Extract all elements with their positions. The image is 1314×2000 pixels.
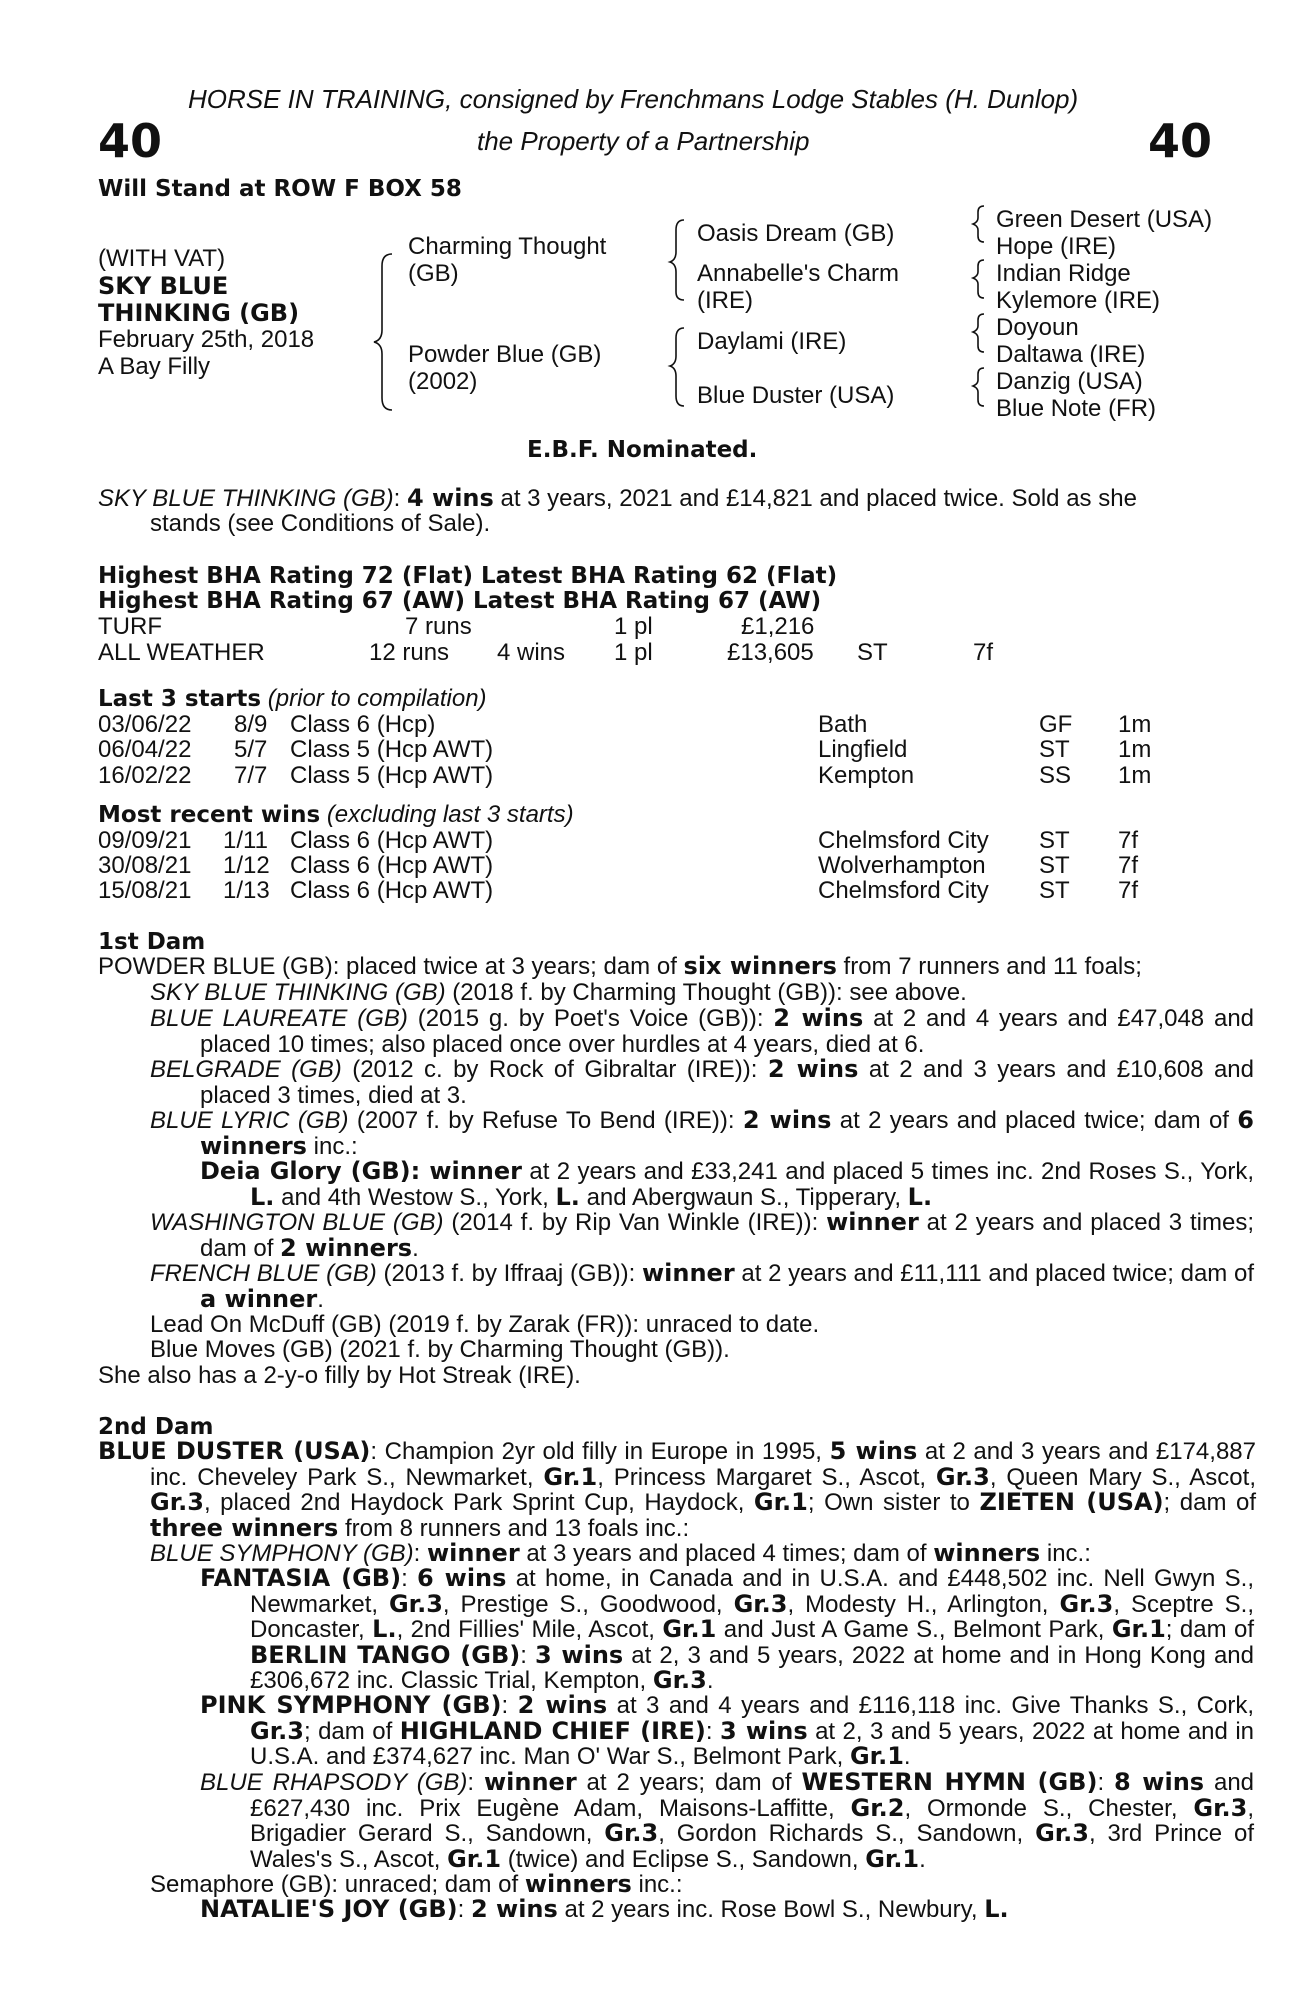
text: , Brigadier Gerard S., Sandown,: [250, 1794, 1255, 1847]
text: (2007 f. by Refuse To Bend (IRE)):: [348, 1107, 743, 1134]
second-dam-heading: 2nd Dam: [98, 1414, 214, 1440]
text: :: [457, 1896, 471, 1923]
text: from 8 runners and 13 foals inc.:: [338, 1514, 690, 1542]
record-money: £1,216: [741, 613, 815, 640]
wins: 2 wins: [742, 1106, 832, 1134]
text: ; dam of: [303, 1717, 400, 1745]
winner: winner: [483, 1768, 577, 1796]
grade: Gr.3: [733, 1589, 788, 1618]
grade: Gr.3: [935, 1462, 990, 1491]
text: ; dam of: [1165, 1616, 1254, 1643]
winners-count: winners: [524, 1870, 632, 1898]
sdd: Kylemore (IRE): [996, 287, 1161, 314]
summary-wins: 4 wins: [406, 484, 494, 512]
produce-blue-laureate: [150, 1006, 1254, 1057]
produce-name: NATALIE'S JOY (GB): [200, 1895, 458, 1923]
grand-produce-blue-rhapsody: [200, 1770, 1254, 1872]
record-dist: 7f: [973, 639, 994, 666]
record-money: £13,605: [727, 639, 814, 666]
text: :: [1097, 1769, 1115, 1796]
text: , Ormonde S., Chester,: [904, 1794, 1194, 1822]
listed: L.: [372, 1615, 397, 1643]
text: :: [705, 1717, 720, 1745]
run-course: Bath: [818, 711, 868, 738]
sds: Indian Ridge: [996, 260, 1131, 287]
run-going: ST: [1039, 736, 1070, 763]
text: :: [410, 1157, 430, 1185]
wins: 5 wins: [829, 1437, 918, 1465]
text: at 2 years and £33,241 and placed 5 times inc. 2nd Roses S., York,: [522, 1158, 1255, 1185]
winners-count: 6 winners: [200, 1106, 1254, 1160]
wins-title: Most recent wins: [98, 802, 321, 828]
grade: Gr.2: [850, 1793, 905, 1822]
wins: 3 wins: [534, 1640, 624, 1669]
run-pos: 5/7: [234, 736, 268, 763]
listed: L.: [984, 1895, 1009, 1923]
produce-name: WASHINGTON BLUE (GB): [150, 1209, 444, 1236]
text: at 2 and 3 years and £174,887 inc. Cheveley Park S., Newmarket,: [150, 1438, 1256, 1491]
wins: 2 wins: [767, 1055, 859, 1083]
lot-number-right: 40: [1148, 114, 1213, 168]
produce-french-blue: [150, 1261, 1254, 1312]
win-pos: 1/12: [223, 852, 270, 879]
horse-name-line2: THINKING (GB): [98, 299, 300, 327]
text: at 2 and 4 years and £47,048 and placed 10 times; also placed once over hurdles at 4 years, died at 6.: [200, 1005, 1255, 1058]
record-surface: TURF: [98, 613, 162, 640]
listed: L.: [907, 1182, 933, 1211]
grade: Gr.1: [753, 1488, 808, 1516]
win-course: Chelmsford City: [818, 827, 989, 854]
text: , Prestige S., Goodwood,: [442, 1590, 734, 1618]
last3-note: (prior to compilation): [267, 685, 487, 712]
lot-number-left: 40: [98, 114, 163, 168]
win-dist: 7f: [1118, 877, 1139, 904]
produce-name: FRENCH BLUE (GB): [150, 1260, 377, 1287]
grand-produce-pink-symphony: [200, 1693, 1254, 1770]
text: and Just A Game S., Belmont Park,: [716, 1616, 1112, 1643]
run-dist: 1m: [1118, 736, 1152, 763]
text: (twice) and Eclipse S., Sandown,: [501, 1845, 866, 1873]
wins: 6 wins: [417, 1564, 507, 1592]
dam-name: BLUE DUSTER (USA): [98, 1437, 371, 1465]
produce-name: FANTASIA (GB): [200, 1564, 402, 1592]
run-going: GF: [1039, 711, 1073, 738]
grand-produce-natalies-joy: [200, 1897, 1009, 1923]
horse-name-line1: SKY BLUE: [98, 272, 229, 300]
text: at 2 years; dam of: [576, 1769, 802, 1796]
run-race: Class 5 (Hcp AWT): [290, 736, 494, 763]
text: .: [317, 1285, 324, 1313]
run-dist: 1m: [1118, 711, 1152, 738]
wins: 2 wins: [773, 1004, 864, 1032]
record-surface: ALL WEATHER: [98, 639, 265, 666]
win-going: ST: [1039, 877, 1070, 904]
produce-name: BELGRADE (GB): [150, 1056, 342, 1083]
listed: L.: [555, 1182, 580, 1211]
produce-blue-moves: Blue Moves (GB) (2021 f. by Charming Thought (GB)).: [150, 1336, 730, 1363]
sss: Green Desert (USA): [996, 206, 1213, 233]
grade: Gr.3: [1059, 1589, 1114, 1618]
win-date: 30/08/21: [98, 852, 192, 879]
winners-count: winners: [933, 1539, 1041, 1567]
text: at 3 years and placed 4 times; dam of: [519, 1540, 934, 1567]
grade: Gr.1: [662, 1615, 717, 1643]
run-date: 03/06/22: [98, 711, 192, 738]
record-wins: 4 wins: [497, 639, 566, 666]
produce-lead-on-mcduff: Lead On McDuff (GB) (2019 f. by Zarak (FR)): unraced to date.: [150, 1311, 820, 1338]
text: at home, in Canada and in U.S.A. and £448,502 inc. Nell Gwyn S., Newmarket,: [250, 1565, 1254, 1618]
text: (2012 c. by Rock of Gibraltar (IRE)):: [341, 1056, 768, 1083]
grade: Gr.3: [388, 1589, 443, 1618]
text: POWDER BLUE (GB): placed twice at 3 years; dam of: [98, 953, 684, 980]
winners-count: six winners: [683, 952, 837, 980]
run-course: Lingfield: [818, 736, 908, 763]
produce-name: PINK SYMPHONY (GB): [200, 1691, 502, 1719]
text: Semaphore (GB): unraced; dam of: [150, 1871, 525, 1898]
text: from 7 runners and 11 foals;: [836, 953, 1142, 980]
produce-name: WESTERN HYMN (GB): [801, 1768, 1098, 1796]
record-placed: 1 pl: [614, 613, 653, 640]
text: :: [501, 1692, 518, 1719]
horse-dob: February 25th, 2018: [98, 326, 315, 353]
text: (2013 f. by Iffraaj (GB)):: [376, 1260, 642, 1287]
text: (2014 f. by Rip Van Winkle (IRE)):: [443, 1209, 827, 1236]
text: :: [520, 1641, 535, 1669]
grade: Gr.1: [849, 1742, 904, 1770]
text: at 2 years inc. Rose Bowl S., Newbury,: [557, 1896, 985, 1923]
grade: Gr.1: [543, 1462, 598, 1491]
produce-semaphore: [150, 1872, 683, 1898]
win-race: Class 6 (Hcp AWT): [290, 877, 494, 904]
listed: L.: [250, 1182, 275, 1211]
win-date: 15/08/21: [98, 877, 192, 904]
run-pos: 8/9: [234, 711, 268, 738]
text: (2015 g. by Poet's Voice (GB)):: [407, 1005, 774, 1032]
text: (2018 f. by Charming Thought (GB)): see above.: [445, 979, 967, 1006]
text: , 3rd Prince of Wales's S., Ascot,: [250, 1820, 1254, 1873]
first-dam-heading: 1st Dam: [98, 929, 206, 955]
vat-note: (WITH VAT): [98, 245, 226, 272]
text: :: [413, 1540, 427, 1567]
win-date: 09/09/21: [98, 827, 192, 854]
produce-name: BLUE RHAPSODY (GB): [200, 1769, 468, 1796]
produce-name: HIGHLAND CHIEF (IRE): [399, 1716, 706, 1745]
sibling-name: ZIETEN (USA): [979, 1488, 1164, 1516]
text: at 2 years and £11,111 and placed twice; dam of: [734, 1260, 1255, 1287]
record-runs: 7 runs: [405, 613, 472, 640]
win-pos: 1/11: [223, 827, 268, 854]
header-consignor: HORSE IN TRAINING, consigned by Frenchmans Lodge Stables (H. Dunlop): [188, 84, 1079, 114]
text: at 2 and 3 years and £10,608 and placed 3 times, died at 3.: [200, 1056, 1255, 1109]
text: , Queen Mary S., Ascot,: [989, 1463, 1256, 1491]
winners-count: a winner: [200, 1284, 318, 1313]
produce-blue-lyric: [150, 1108, 1254, 1159]
grand-produce-deia-glory: [200, 1159, 1254, 1210]
win-pos: 1/13: [223, 877, 270, 904]
dam-dam: Blue Duster (USA): [697, 382, 895, 409]
win-going: ST: [1039, 852, 1070, 879]
produce-name: BERLIN TANGO (GB): [250, 1640, 521, 1669]
sire-dam-origin: (IRE): [697, 287, 753, 314]
produce-name: BLUE LYRIC (GB): [150, 1107, 349, 1134]
grade: Gr.3: [652, 1666, 707, 1694]
text: , Sceptre S., Doncaster,: [250, 1590, 1255, 1643]
dam-sire: Daylami (IRE): [697, 328, 847, 355]
text: :: [467, 1769, 484, 1796]
text: :: [401, 1565, 417, 1592]
run-date: 06/04/22: [98, 736, 192, 763]
produce-name: Deia Glory (GB): [200, 1157, 411, 1185]
rating-aw: Highest BHA Rating 67 (AW) Latest BHA Rating 67 (AW): [98, 588, 822, 614]
record-runs: 12 runs: [369, 639, 450, 666]
text: and Abergwaun S., Tipperary,: [579, 1183, 908, 1211]
grade: Gr.3: [250, 1716, 304, 1745]
grade: Gr.3: [1193, 1793, 1248, 1822]
rating-flat: Highest BHA Rating 72 (Flat) Latest BHA Rating 62 (Flat): [98, 563, 838, 589]
text: .: [903, 1743, 911, 1770]
wins-heading: [98, 802, 574, 829]
ebf-nominated: E.B.F. Nominated.: [527, 437, 758, 463]
grade: Gr.3: [150, 1488, 204, 1516]
grade: Gr.3: [604, 1819, 659, 1847]
dam-name: Powder Blue (GB): [408, 341, 602, 368]
text: ; dam of: [1163, 1489, 1257, 1516]
run-pos: 7/7: [234, 762, 268, 789]
text: : Champion 2yr old filly in Europe in 1995,: [370, 1438, 830, 1465]
text: .: [919, 1845, 926, 1873]
winner: winner: [426, 1539, 520, 1567]
grand-produce-fantasia: [200, 1566, 1254, 1694]
text: , Modesty H., Arlington,: [787, 1590, 1060, 1618]
grade: Gr.1: [865, 1844, 920, 1873]
winner: winner: [641, 1259, 735, 1287]
sire-origin: (GB): [408, 260, 459, 287]
winners-count: three winners: [150, 1513, 339, 1542]
run-dist: 1m: [1118, 762, 1152, 789]
produce-name: SKY BLUE THINKING (GB): [150, 979, 446, 1006]
text: at 2 years and placed 3 times; dam of: [200, 1209, 1254, 1262]
stand-location: Will Stand at ROW F BOX 58: [98, 176, 462, 202]
run-race: Class 6 (Hcp): [290, 711, 436, 738]
ddd: Blue Note (FR): [996, 395, 1157, 422]
text: , Gordon Richards S., Sandown,: [658, 1820, 1036, 1847]
winner: winner: [429, 1157, 522, 1185]
sire-sire: Oasis Dream (GB): [697, 220, 895, 247]
text: , Princess Margaret S., Ascot,: [597, 1463, 936, 1491]
wins: 2 wins: [470, 1895, 558, 1923]
text: .: [412, 1234, 419, 1262]
dam-year: (2002): [408, 368, 478, 395]
summary-horse: SKY BLUE THINKING (GB): [98, 485, 394, 512]
header-property: the Property of a Partnership: [477, 126, 810, 156]
produce-name: BLUE LAUREATE (GB): [150, 1005, 408, 1032]
last3-heading: [98, 686, 487, 713]
produce-blue-symphony: [150, 1541, 1254, 1567]
produce-sky-blue: [150, 980, 1254, 1006]
text: inc.:: [306, 1132, 358, 1160]
text: at 2 years and placed twice; dam of: [831, 1107, 1238, 1134]
text: inc.:: [1040, 1540, 1091, 1567]
win-dist: 7f: [1118, 852, 1139, 879]
text: inc.:: [631, 1871, 683, 1898]
grade: Gr.3: [1035, 1819, 1089, 1847]
wins: 2 wins: [517, 1691, 608, 1719]
text: at 2, 3 and 5 years, 2022 at home and in U.S.A. and £374,627 inc. Man O' War S., Belmont Park,: [250, 1717, 1255, 1770]
dsd: Daltawa (IRE): [996, 341, 1146, 368]
winners-count: 2 winners: [280, 1233, 413, 1262]
record-going: ST: [857, 639, 888, 666]
sire-name: Charming Thought: [408, 233, 607, 260]
summary-rest: at 3 years, 2021 and £14,821 and placed twice. Sold as she: [493, 485, 1137, 512]
win-course: Wolverhampton: [818, 852, 986, 879]
ssd: Hope (IRE): [996, 233, 1117, 260]
text: .: [706, 1667, 714, 1694]
win-going: ST: [1039, 827, 1070, 854]
produce-name: BLUE SYMPHONY (GB): [150, 1540, 414, 1567]
produce-belgrade: [150, 1057, 1254, 1108]
text: and £627,430 inc. Prix Eugène Adam, Maisons-Laffitte,: [250, 1769, 1255, 1822]
produce-2yo-filly: She also has a 2-y-o filly by Hot Streak (IRE).: [98, 1362, 581, 1389]
first-dam-intro: [98, 954, 1204, 980]
win-race: Class 6 (Hcp AWT): [290, 852, 494, 879]
text: , placed 2nd Haydock Park Sprint Cup, Haydock,: [203, 1489, 754, 1516]
sire-dam: Annabelle's Charm: [697, 260, 900, 287]
win-dist: 7f: [1118, 827, 1139, 854]
last3-title: Last 3 starts: [98, 686, 262, 712]
run-going: SS: [1039, 762, 1072, 789]
record-placed: 1 pl: [614, 639, 653, 666]
grade: Gr.1: [447, 1844, 502, 1873]
run-race: Class 5 (Hcp AWT): [290, 762, 494, 789]
text: at 2, 3 and 5 years, 2022 at home and in Hong Kong and £306,672 inc. Classic Trial, Kempton,: [250, 1641, 1254, 1694]
horse-description: A Bay Filly: [98, 353, 211, 380]
produce-washington-blue: [150, 1210, 1254, 1261]
second-dam-intro: [98, 1439, 1256, 1541]
win-course: Chelmsford City: [818, 877, 989, 904]
summary-line2: stands (see Conditions of Sale).: [150, 510, 491, 537]
dss: Doyoun: [996, 314, 1079, 341]
text: and 4th Westow S., York,: [274, 1183, 556, 1211]
dds: Danzig (USA): [996, 368, 1143, 395]
win-race: Class 6 (Hcp AWT): [290, 827, 494, 854]
text: at 3 and 4 years and £116,118 inc. Give Thanks S., Cork,: [607, 1692, 1255, 1719]
wins: 3 wins: [719, 1716, 808, 1745]
summary-line1: SKY BLUE THINKING (GB): 4 wins at 3 years, 2021 and £14,821 and placed twice. Sold as she: [98, 484, 1137, 512]
grade: Gr.1: [1111, 1615, 1166, 1643]
text: , 2nd Fillies' Mile, Ascot,: [396, 1616, 663, 1643]
text: ; Own sister to: [807, 1489, 980, 1516]
winner: winner: [826, 1208, 919, 1236]
wins-note: (excluding last 3 starts): [326, 801, 574, 828]
run-date: 16/02/22: [98, 762, 192, 789]
run-course: Kempton: [818, 762, 915, 789]
wins: 8 wins: [1114, 1768, 1205, 1796]
